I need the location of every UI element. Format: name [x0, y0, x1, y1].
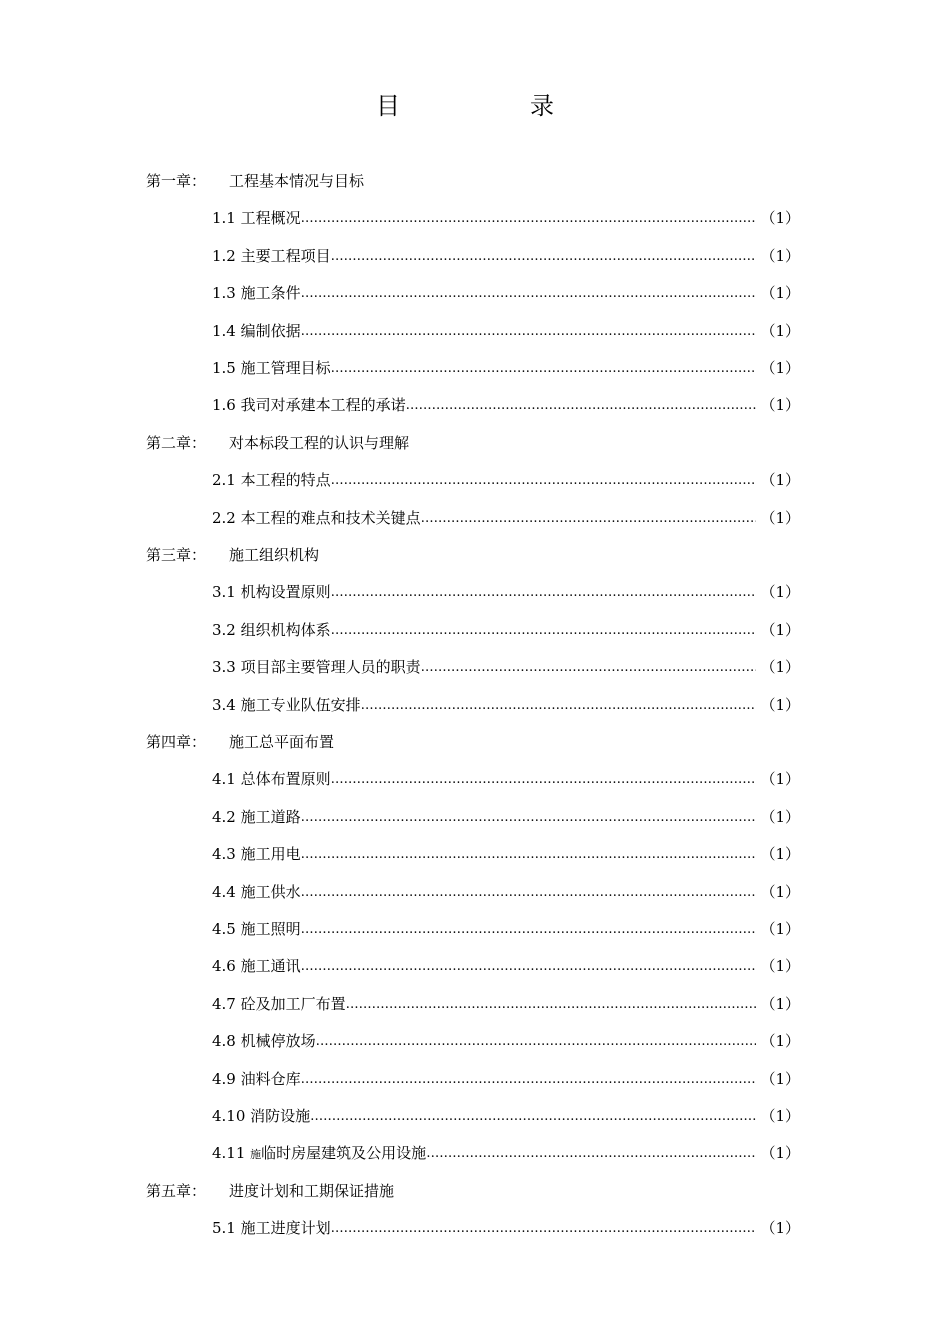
chapter-number: 第四章：: [146, 733, 207, 751]
entry-label: 1.3 施工条件: [212, 284, 301, 303]
dot-leader: [301, 200, 757, 237]
dot-leader: [301, 948, 757, 985]
dot-leader: [301, 911, 757, 948]
dot-leader: [421, 500, 757, 537]
dot-leader: [331, 1210, 757, 1247]
toc-chapter: [146, 724, 334, 761]
entry-label: 2.2 本工程的难点和技术关键点: [212, 508, 421, 527]
toc-entry: [212, 313, 800, 350]
page-number: （1）: [760, 321, 800, 340]
page-number: （1）: [760, 471, 800, 490]
dot-leader: [331, 462, 757, 499]
page-number: （1）: [760, 396, 800, 415]
toc-entry: [212, 799, 800, 836]
page-number: （1）: [760, 770, 800, 789]
chapter-title: 工程基本情况与目标: [229, 172, 365, 190]
toc-entry: [212, 462, 800, 499]
entry-label: 3.2 组织机构体系: [212, 620, 331, 639]
entry-label: 1.5 施工管理目标: [212, 359, 331, 377]
page-number: （1）: [760, 284, 800, 303]
toc-chapter: [146, 537, 319, 574]
toc-chapter: [146, 163, 364, 200]
dot-leader: [301, 275, 757, 312]
dot-leader: [421, 649, 757, 686]
entry-label: 4.6 施工通讯: [212, 957, 301, 976]
entry-label: 4.2 施工道路: [212, 807, 301, 826]
chapter-number: 第三章：: [146, 546, 207, 564]
dot-leader: [316, 1023, 757, 1060]
dot-leader: [301, 1061, 757, 1098]
dot-leader: [301, 799, 757, 836]
page-number: （1）: [760, 957, 800, 976]
entry-label: 5.1 施工进度计划: [212, 1219, 331, 1238]
dot-leader: [331, 238, 757, 275]
entry-label: 4.3 施工用电: [212, 845, 301, 864]
page-number: （1）: [760, 658, 800, 677]
page-number: （1）: [760, 620, 800, 639]
toc-entry: [212, 836, 800, 873]
entry-label: 1.4 编制依据: [212, 321, 301, 340]
page-number: （1）: [760, 807, 800, 826]
page-number: （1）: [760, 246, 800, 265]
toc-entry: [212, 649, 800, 686]
entry-label: 1.1 工程概况: [212, 209, 301, 228]
toc-entry: [212, 238, 800, 275]
toc-entry: [212, 911, 800, 948]
chapter-number: 第二章：: [146, 433, 207, 452]
page-number: （1）: [760, 920, 800, 938]
page-number: （1）: [760, 1032, 800, 1051]
dot-leader: [301, 836, 757, 873]
toc-chapter: [146, 1173, 394, 1210]
entry-label: 3.4 施工专业队伍安排: [212, 695, 361, 714]
chapter-title: 对本标段工程的认识与理解: [229, 433, 410, 452]
page-number: （1）: [760, 1219, 800, 1238]
entry-label: 4.8 机械停放场: [212, 1032, 316, 1051]
toc-entry: [212, 1061, 800, 1098]
chapter-number: 第五章：: [146, 1181, 207, 1200]
dot-leader: [331, 350, 757, 387]
dot-leader: [301, 874, 757, 911]
chapter-number: 第一章：: [146, 172, 207, 190]
entry-label: 1.6 我司对承建本工程的承诺: [212, 396, 406, 415]
page-number: （1）: [760, 1107, 800, 1125]
page-number: （1）: [760, 1069, 800, 1088]
toc-entry: [212, 874, 800, 911]
title-char-2: 录: [530, 92, 554, 120]
entry-label: 4.10 消防设施: [212, 1107, 311, 1125]
entry-label: 4.5 施工照明: [212, 920, 301, 938]
toc-entry: [212, 200, 800, 237]
dot-leader: [331, 761, 757, 798]
page-number: （1）: [760, 882, 800, 901]
toc-entry: [212, 275, 800, 312]
toc-entry: [212, 761, 800, 798]
page-number: （1）: [760, 209, 800, 228]
entry-label: 4.1 总体布置原则: [212, 770, 331, 789]
entry-label: 4.9 油料仓库: [212, 1069, 301, 1088]
toc-entry: [212, 687, 800, 724]
toc-title: [0, 88, 950, 128]
title-char-1: 目: [376, 92, 400, 120]
entry-label: 2.1 本工程的特点: [212, 471, 331, 490]
page-number: （1）: [760, 845, 800, 864]
toc-entry: [212, 1210, 800, 1247]
toc-entry: [212, 1023, 800, 1060]
entry-label: 3.3 项目部主要管理人员的职责: [212, 658, 421, 677]
dot-leader: [346, 986, 757, 1023]
chapter-title: 进度计划和工期保证措施: [229, 1181, 395, 1200]
toc-entry: [212, 948, 800, 985]
chapter-title: 施工组织机构: [229, 546, 320, 564]
entry-label: 4.7 砼及加工厂布置: [212, 994, 346, 1013]
entry-label: 4.4 施工供水: [212, 882, 301, 901]
dot-leader: [426, 1135, 756, 1172]
page-number: （1）: [760, 508, 800, 527]
entry-label: 1.2 主要工程项目: [212, 246, 331, 265]
page-number: （1）: [760, 359, 800, 377]
dot-leader: [331, 574, 757, 611]
page-number: （1）: [760, 695, 800, 714]
toc-entry: [212, 612, 800, 649]
entry-label: 3.1 机构设置原则: [212, 583, 331, 602]
toc-entry: [212, 387, 800, 424]
toc-entry: [212, 986, 800, 1023]
dot-leader: [406, 387, 757, 424]
toc-entry: [212, 1098, 800, 1135]
dot-leader: [310, 1098, 756, 1135]
chapter-title: 施工总平面布置: [229, 733, 335, 751]
page-number: （1）: [760, 583, 800, 602]
toc-entry: [212, 1135, 800, 1172]
page-number: （1）: [760, 994, 800, 1013]
entry-label: 4.11 施临时房屋建筑及公用设施: [212, 1144, 427, 1163]
toc-chapter: [146, 425, 409, 462]
page-number: （1）: [760, 1144, 800, 1163]
toc-entry: [212, 350, 800, 387]
dot-leader: [331, 612, 757, 649]
dot-leader: [361, 687, 757, 724]
toc-entry: [212, 500, 800, 537]
toc-entry: [212, 574, 800, 611]
dot-leader: [301, 313, 757, 350]
